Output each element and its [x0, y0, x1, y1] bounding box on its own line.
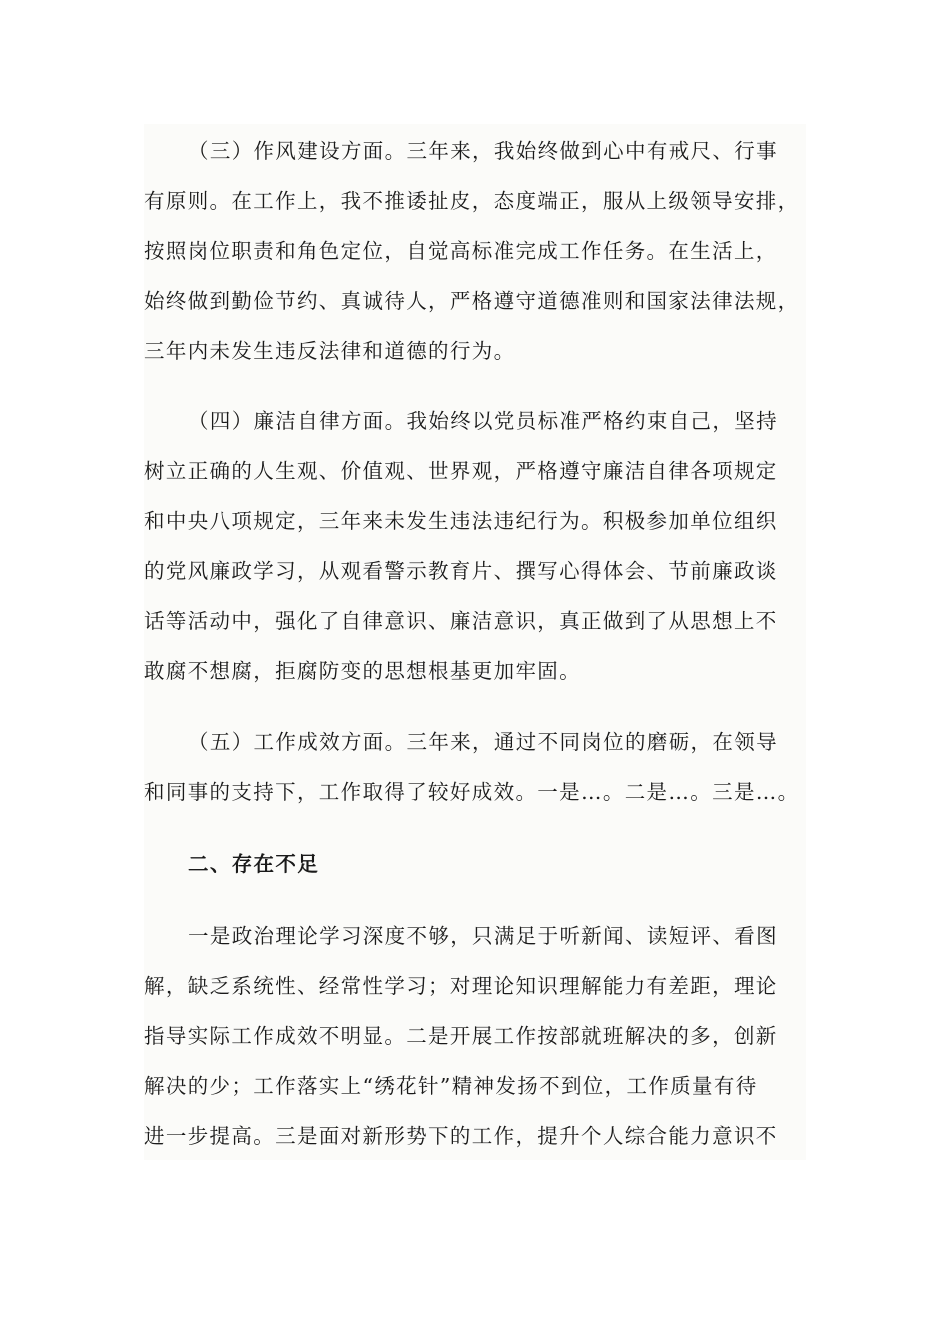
paragraph-4-line-3: 和中央八项规定，三年来未发生违法违纪行为。积极参加单位组织 — [144, 509, 778, 533]
paragraph-3-line-1: （三）作风建设方面。三年来，我始终做到心中有戒尺、行事 — [188, 139, 778, 163]
paragraph-4-line-5: 话等活动中，强化了自律意识、廉洁意识，真正做到了从思想上不 — [144, 609, 778, 633]
paragraph-3-line-5: 三年内未发生违反法律和道德的行为。 — [144, 339, 516, 363]
paragraph-5-line-1: （五）工作成效方面。三年来，通过不同岗位的磨砺，在领导 — [188, 730, 778, 754]
paragraph-4-line-1: （四）廉洁自律方面。我始终以党员标准严格约束自己，坚持 — [188, 409, 778, 433]
document-body — [144, 124, 806, 1160]
paragraph-5-line-2: 和同事的支持下，工作取得了较好成效。一是…。二是…。三是…。 — [144, 780, 800, 804]
paragraph-3-line-3: 按照岗位职责和角色定位，自觉高标准完成工作任务。在生活上， — [144, 239, 778, 263]
paragraph-6-line-1: 一是政治理论学习深度不够，只满足于听新闻、读短评、看图 — [188, 924, 778, 948]
paragraph-4-line-6: 敢腐不想腐，拒腐防变的思想根基更加牢固。 — [144, 659, 581, 683]
paragraph-3-line-4: 始终做到勤俭节约、真诚待人，严格遵守道德准则和国家法律法规， — [144, 289, 800, 313]
paragraph-6-line-2: 解，缺乏系统性、经常性学习；对理论知识理解能力有差距，理论 — [144, 974, 778, 998]
paragraph-4-line-2: 树立正确的人生观、价值观、世界观，严格遵守廉洁自律各项规定 — [144, 459, 778, 483]
paragraph-4-line-4: 的党风廉政学习，从观看警示教育片、撰写心得体会、节前廉政谈 — [144, 559, 778, 583]
paragraph-3-line-2: 有原则。在工作上，我不推诿扯皮，态度端正，服从上级领导安排， — [144, 189, 800, 213]
section-heading: 二、存在不足 — [188, 852, 320, 876]
paragraph-6-line-3: 指导实际工作成效不明显。二是开展工作按部就班解决的多，创新 — [144, 1024, 778, 1048]
paragraph-6-line-5: 进一步提高。三是面对新形势下的工作，提升个人综合能力意识不 — [144, 1124, 778, 1148]
paragraph-6-line-4: 解决的少；工作落实上“绣花针”精神发扬不到位，工作质量有待 — [144, 1074, 758, 1098]
